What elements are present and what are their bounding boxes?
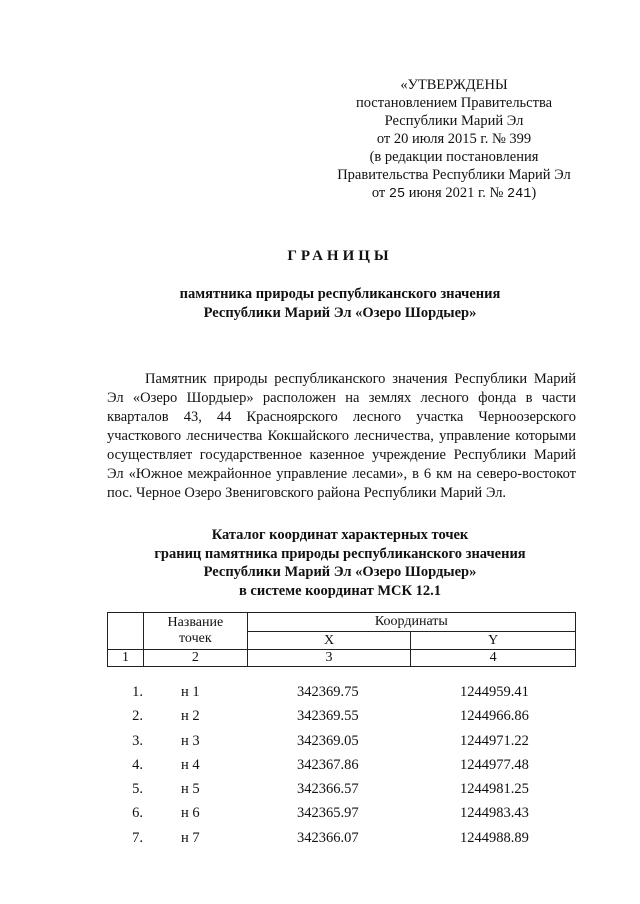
- point-name: н 3: [181, 732, 200, 749]
- y-coordinate: 1244971.22: [460, 732, 529, 749]
- table-row: [107, 781, 576, 805]
- subtitle-line: памятника природы республиканского значения: [179, 286, 501, 302]
- row-number: 6.: [132, 805, 143, 822]
- approval-from: от: [371, 185, 389, 201]
- approval-block: [330, 76, 578, 204]
- header-coordinates: Координаты: [247, 613, 575, 632]
- row-number: 7.: [132, 829, 143, 846]
- column-number-1: 1: [108, 650, 144, 667]
- header-point-name-line1: Название: [167, 615, 224, 630]
- column-number-4: 4: [411, 650, 576, 667]
- header-point-name-line2: точек: [179, 631, 212, 646]
- row-number: 4.: [132, 756, 143, 773]
- approval-line: Правительства Республики Марий Эл: [337, 167, 571, 183]
- point-name: н 6: [181, 805, 200, 822]
- column-number-3: 3: [247, 650, 411, 667]
- y-coordinate: 1244977.48: [460, 756, 529, 773]
- y-coordinate: 1244981.25: [460, 781, 529, 798]
- subtitle-line: Республики Марий Эл «Озеро Шордыер»: [203, 305, 477, 321]
- approval-month-year: июня 2021 г. №: [405, 185, 507, 201]
- approval-line: от 20 июля 2015 г. № 399: [376, 131, 532, 147]
- point-name: н 2: [181, 708, 200, 725]
- x-coordinate: 342366.07: [297, 829, 359, 846]
- y-coordinate: 1244988.89: [460, 829, 529, 846]
- header-point-name: [143, 613, 247, 650]
- table-row: [107, 830, 576, 854]
- row-number: 5.: [132, 781, 143, 798]
- catalog-heading-line: в системе координат МСК 12.1: [238, 582, 442, 599]
- point-name: н 4: [181, 756, 200, 773]
- catalog-heading-line: границ памятника природы республиканского значения: [154, 545, 526, 562]
- catalog-heading-line: Республики Марий Эл «Озеро Шордыер»: [203, 564, 477, 580]
- column-number-2: 2: [143, 650, 247, 667]
- y-coordinate: 1244983.43: [460, 805, 529, 822]
- row-number: 2.: [132, 708, 143, 725]
- row-number: 1.: [132, 684, 143, 700]
- x-coordinate: 342365.97: [297, 805, 359, 822]
- document-title: ГРАНИЦЫ: [287, 248, 393, 264]
- description-paragraph: Памятник природы республиканского значения Республики Марий Эл «Озеро Шордыер» расположен на землях лесного фонда в части кварталов 43, 44 Красноярского лесного участка Черноозерского участкового лесничества Кокшайского лесничества, управление которыми осуществляет государственное казенное учреждение Республики Марий Эл «Южное межрайонное управление лесами», в 6 км на северо-востокот пос. Черное Озеро Звениговского района Республики Марий Эл.: [107, 371, 576, 501]
- x-coordinate: 342369.55: [297, 708, 359, 725]
- approval-number: 241: [507, 187, 532, 202]
- coordinates-table-header: [107, 612, 576, 667]
- header-y: Y: [411, 632, 576, 650]
- point-name: н 7: [181, 829, 200, 846]
- approval-line: постановлением Правительства: [355, 95, 553, 111]
- table-row: [107, 708, 576, 732]
- approval-line: (в редакции постановления: [369, 149, 539, 165]
- point-name: н 1: [181, 684, 200, 700]
- approval-close: ): [531, 185, 537, 201]
- approval-line: [330, 184, 578, 204]
- point-name: н 5: [181, 781, 200, 798]
- document-subtitle: [0, 285, 640, 323]
- table-row: [107, 733, 576, 757]
- catalog-heading-line: Каталог координат характерных точек: [211, 527, 469, 543]
- approval-line: Республики Марий Эл: [384, 113, 524, 129]
- x-coordinate: 342369.05: [297, 732, 359, 749]
- table-row: [107, 684, 576, 708]
- table-row: [107, 757, 576, 781]
- y-coordinate: 1244966.86: [460, 708, 529, 725]
- y-coordinate: 1244959.41: [460, 684, 529, 700]
- approval-day: 25: [388, 187, 406, 202]
- x-coordinate: 342369.75: [297, 684, 359, 700]
- row-number: 3.: [132, 732, 143, 749]
- x-coordinate: 342366.57: [297, 781, 359, 798]
- table-row: [107, 805, 576, 829]
- header-empty-cell: [108, 613, 144, 650]
- approval-line: «УТВЕРЖДЕНЫ: [400, 77, 508, 93]
- catalog-heading: [0, 526, 640, 600]
- coordinates-rows: [107, 684, 576, 854]
- header-x: X: [247, 632, 411, 650]
- description-block: [107, 370, 576, 503]
- x-coordinate: 342367.86: [297, 756, 359, 773]
